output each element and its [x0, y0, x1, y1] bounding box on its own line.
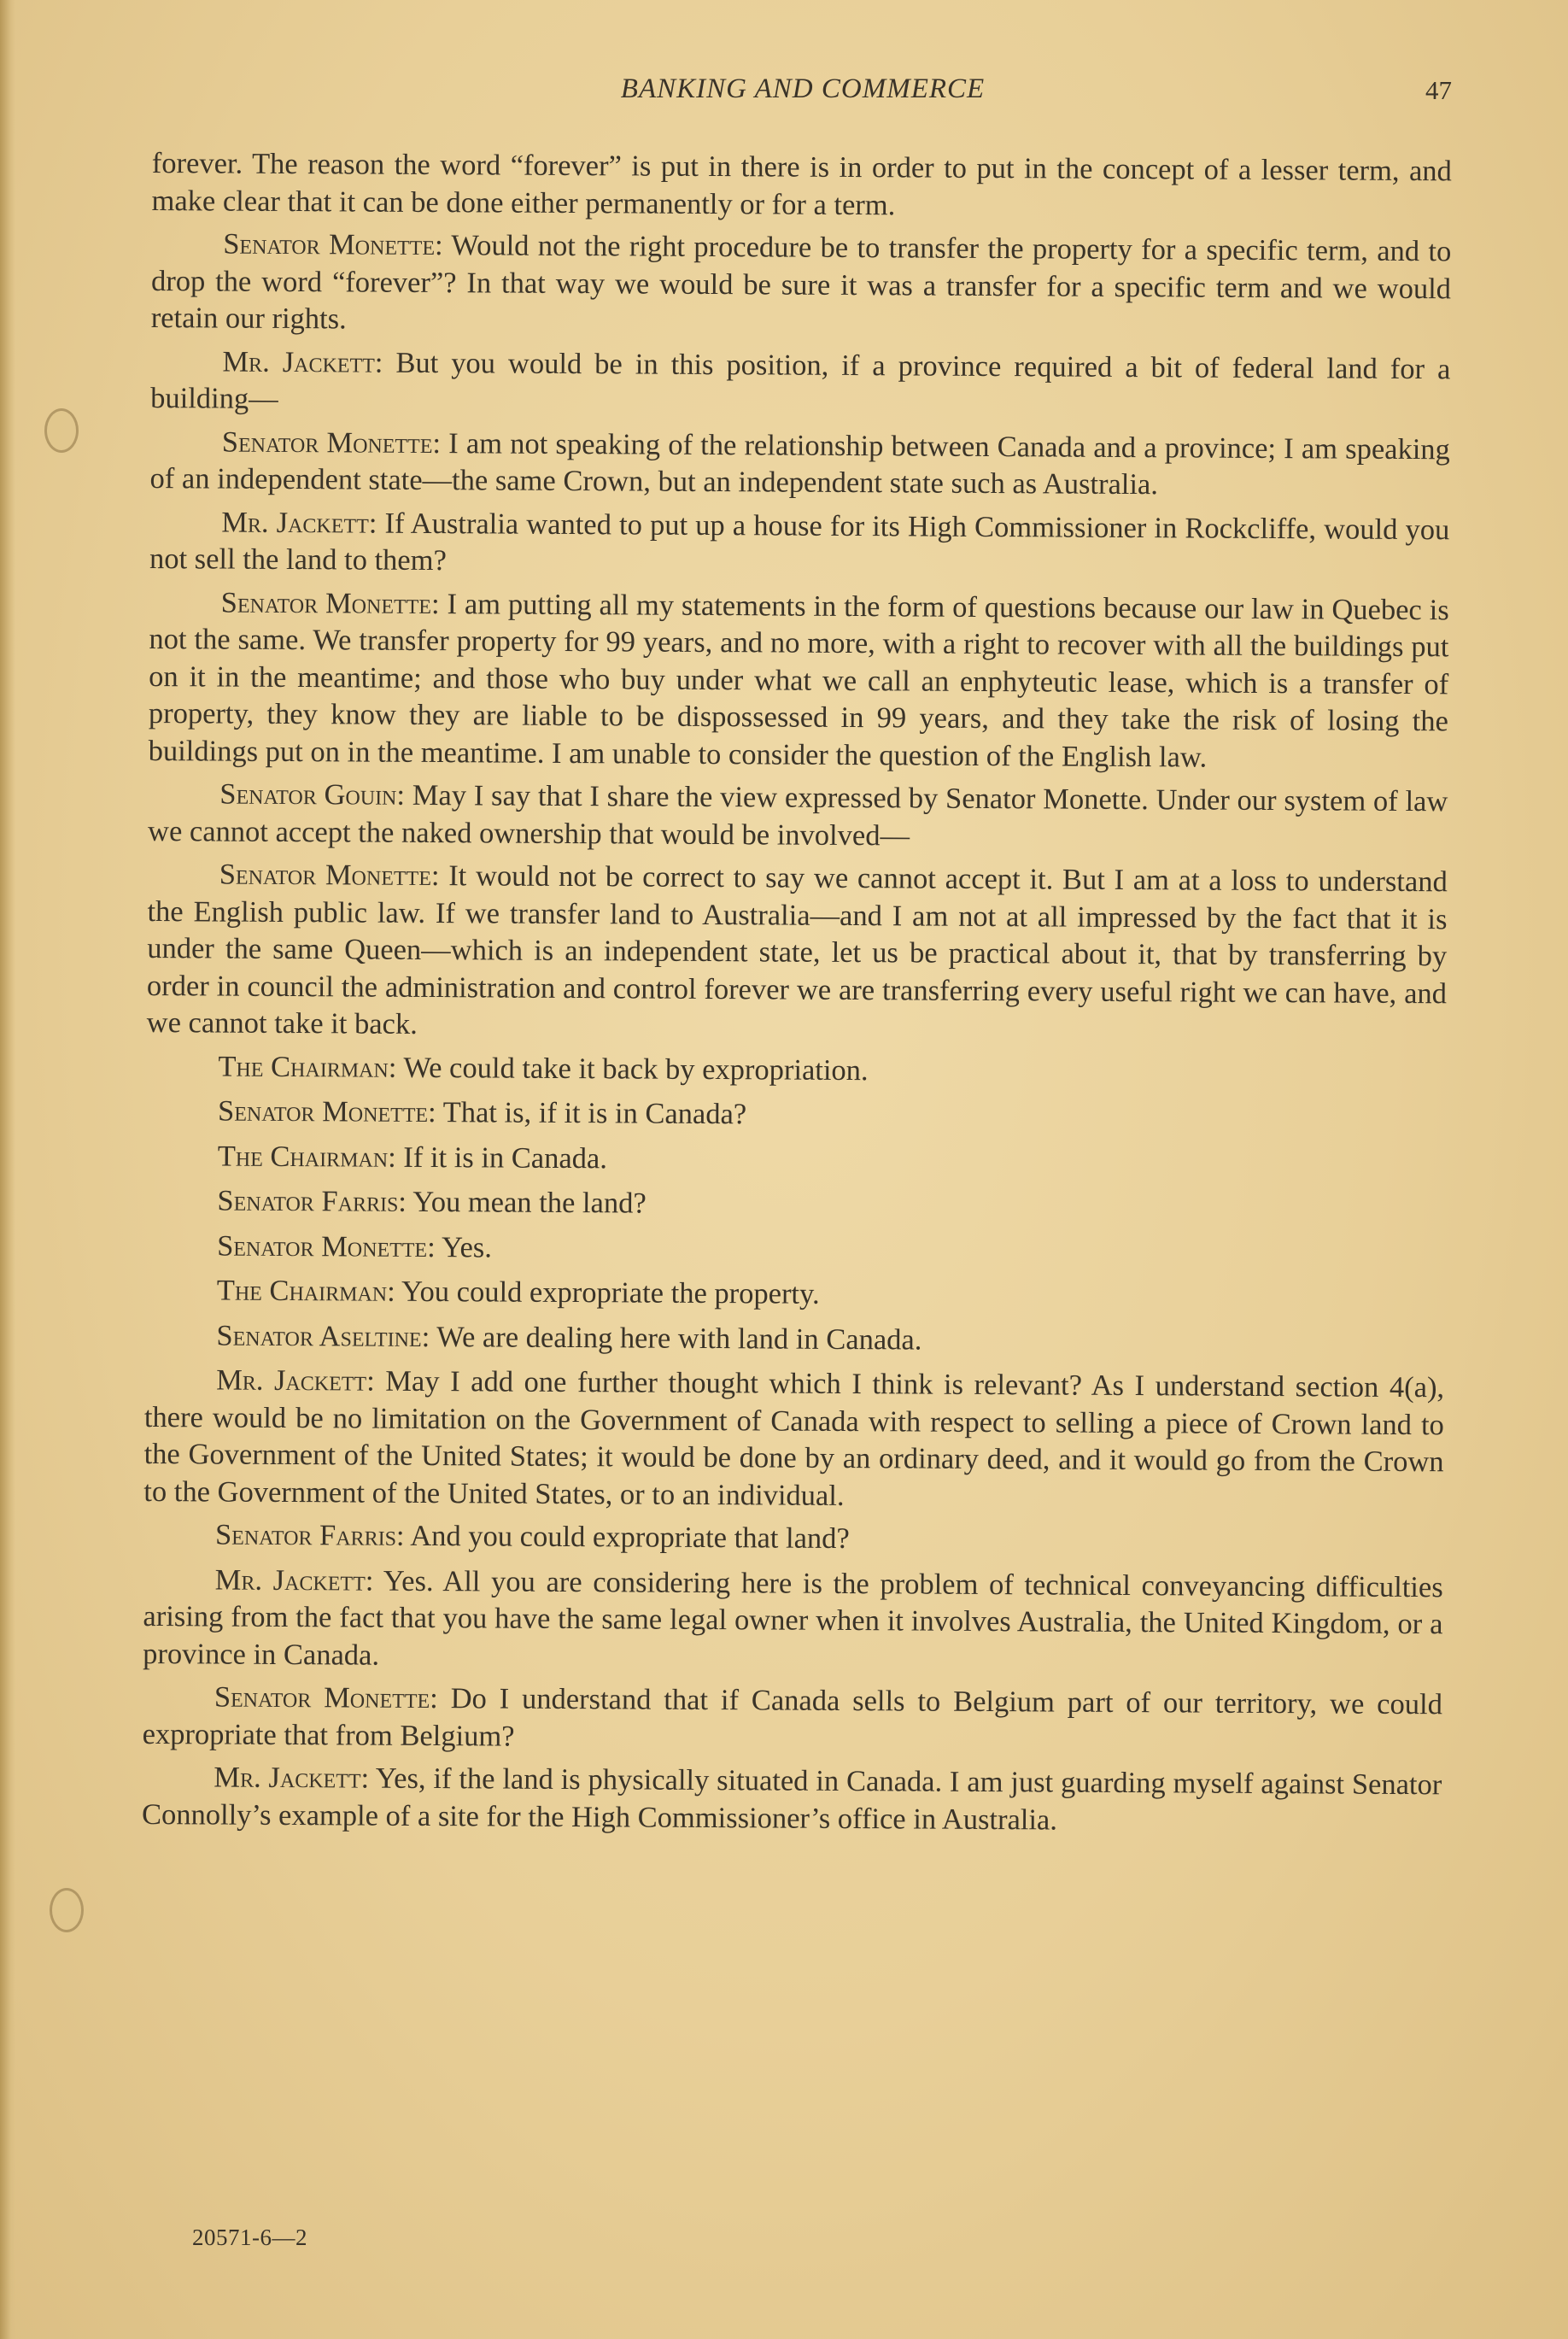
paragraph-text: We could take it back by expropriation.	[396, 1051, 869, 1087]
speaker-name: Mr. Jackett:	[222, 345, 383, 379]
page-number: 47	[1425, 75, 1452, 105]
transcript-body	[142, 145, 1452, 1847]
printer-code: 20571-6—2	[192, 2225, 307, 2250]
paragraph-text: Would not the right procedure be to transfer the property for a specific term, and to drop the word “forever”? In that way we would be sure it was a transfer for a specific term and we would retain our rights.	[150, 229, 1452, 336]
speaker-name: Mr. Jackett:	[214, 1562, 374, 1597]
speaker-name: The Chairman:	[218, 1049, 397, 1084]
speaker-name: The Chairman:	[216, 1274, 395, 1308]
paragraph-text: You mean the land?	[406, 1185, 647, 1220]
paragraph-text: Yes. All you are considering here is the problem of technical conveyancing difficulties arising from the fact that you have the same legal owner when it involves Australia, the United Kingdom, or a province in Canada.	[143, 1564, 1443, 1672]
paragraph-text: May I say that I share the view expressed by Senator Monette. Under our system of law we cannot accept the naked ownership that would be involved—	[147, 778, 1448, 852]
speaker-name: Senator Aseltine:	[216, 1318, 430, 1353]
paragraph	[147, 856, 1448, 1050]
punch-hole	[50, 1888, 84, 1932]
paragraph	[146, 1093, 1446, 1138]
paragraph-text: I am not speaking of the relationship between Canada and a province; I am speaking of an independent state—the same Crown, but an independent state such as Australia.	[149, 426, 1450, 501]
paragraph	[143, 1362, 1444, 1518]
speaker-name: Senator Farris:	[217, 1184, 407, 1218]
paragraph	[150, 343, 1451, 425]
running-title: BANKING AND COMMERCE	[620, 73, 986, 104]
paragraph-text: Do I understand that if Canada sells to Belgium part of our territory, we could expropriate that from Belgium?	[142, 1682, 1443, 1753]
speaker-name: Senator Farris:	[214, 1518, 405, 1552]
speaker-name: Mr. Jackett:	[216, 1363, 375, 1398]
paragraph-text: forever. The reason the word “forever” is put in there is in order to put in the concept of a lesser term, and make clear that it can be done either permanently or for a term.	[151, 146, 1452, 221]
paragraph	[151, 145, 1452, 227]
paragraph-text: I am putting all my statements in the form of questions because our law in Quebec is not the same. We transfer property for 99 years, and no more, with a right to recover with all the buildings put on it in the meantime; and those who buy under what we call an enphyteutic lease, which is a transfer of property, they know they are liable to be dispossessed in 99 years, and they take the risk of losing the buildings put on in the meantime. I am unable to consider the question of the English law.	[148, 587, 1449, 774]
speaker-name: Mr. Jackett:	[221, 506, 377, 540]
paragraph	[149, 423, 1450, 505]
paragraph-text: But you would be in this position, if a province required a bit of federal land for a building—	[150, 346, 1451, 415]
paragraph-text: If it is in Canada.	[395, 1140, 608, 1175]
speaker-name: Senator Monette:	[223, 227, 443, 262]
paragraph	[146, 1137, 1446, 1182]
paragraph	[143, 1516, 1443, 1562]
paragraph-text: Yes, if the land is physically situated in Canada. I am just guarding myself against Senator Connolly’s example of a site for the High Commissioner’s office in Australia.	[141, 1762, 1442, 1837]
speaker-name: Senator Monette:	[217, 1094, 436, 1129]
paragraph-text: That is, if it is in Canada?	[436, 1096, 747, 1131]
speaker-name: Senator Monette:	[220, 586, 440, 620]
speaker-name: Mr. Jackett:	[214, 1761, 370, 1795]
paragraph-text: May I add one further thought which I think is relevant? As I understand section 4(a), there would be no limitation on the Government of Canada with respect to selling a piece of Crown land to the Government of the United States; it would be done by an ordinary deed, and it would go from the Crown to the Government of the United States, or to an individual.	[143, 1364, 1445, 1512]
paragraph-text: It would not be correct to say we cannot accept it. But I am at a loss to understand the English public law. If we transfer land to Australia—and I am not at all impressed by the fact that it is under the same Queen—which is an independent state, let us be practical about it, that by transferring by order in council the administration and control forever we are transferring every useful right we can have, and we cannot take it back.	[146, 859, 1448, 1041]
paragraph	[149, 583, 1449, 777]
paragraph	[146, 1047, 1446, 1093]
punch-hole	[44, 408, 79, 453]
paragraph-text: We are dealing here with land in Canada.	[430, 1320, 922, 1357]
speaker-name: Senator Monette:	[221, 425, 442, 460]
paragraph	[144, 1316, 1444, 1362]
speaker-name: Senator Monette:	[217, 1228, 436, 1263]
paragraph-text: And you could expropriate that land?	[404, 1519, 850, 1556]
paragraph	[145, 1227, 1445, 1272]
speaker-name: Senator Monette:	[219, 858, 440, 893]
speaker-name: Senator Monette:	[214, 1680, 438, 1715]
paragraph-text: Yes.	[435, 1230, 493, 1263]
paragraph-text: You could expropriate the property.	[395, 1275, 820, 1310]
speaker-name: The Chairman:	[217, 1139, 396, 1174]
page-header	[154, 73, 1452, 116]
paragraph	[145, 1182, 1445, 1228]
page-binding-edge	[0, 0, 15, 2339]
paragraph	[148, 776, 1448, 858]
paragraph	[142, 1759, 1442, 1841]
paragraph-text: If Australia wanted to put up a house for its High Commissioner in Rockcliffe, would you not sell the land to them?	[149, 507, 1450, 577]
paragraph	[143, 1679, 1443, 1761]
speaker-name: Senator Gouin:	[219, 777, 406, 812]
paragraph	[149, 503, 1450, 585]
paragraph	[143, 1561, 1443, 1680]
paragraph	[151, 226, 1452, 345]
paragraph	[145, 1272, 1445, 1317]
